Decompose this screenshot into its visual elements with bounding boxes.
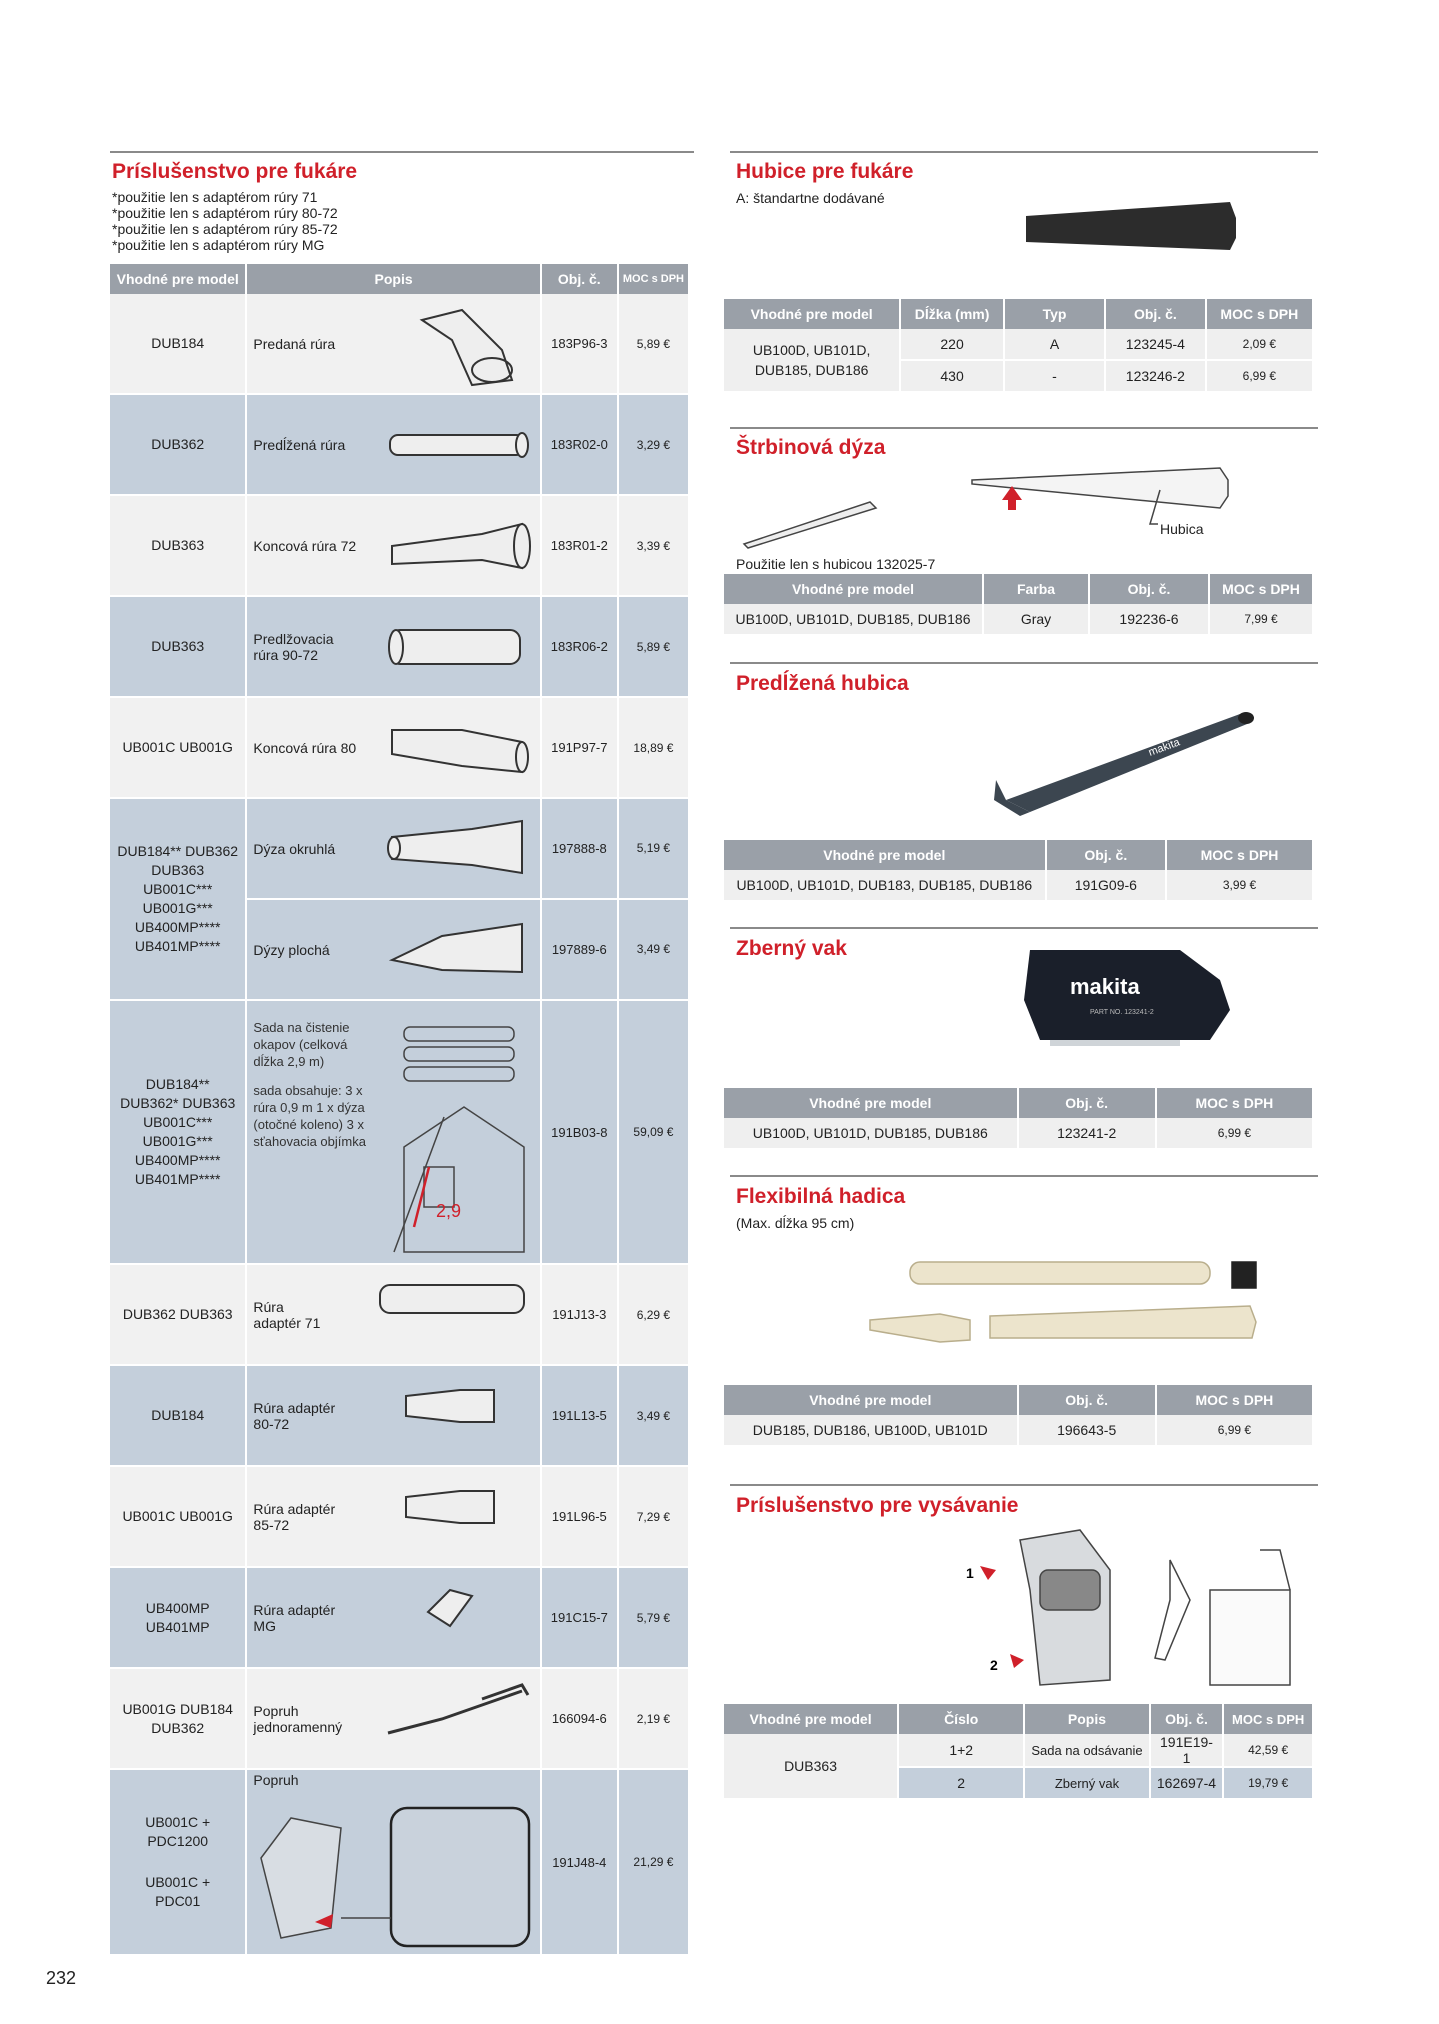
zberny-title: Zberný vak: [736, 937, 847, 960]
pipe-image: [382, 615, 532, 675]
hubice-title: Hubice pre fukáre: [736, 160, 914, 183]
predlzena-title: Predĺžená hubica: [736, 672, 909, 695]
strbinova-top-rule: [730, 427, 1318, 429]
left-top-rule: [110, 151, 694, 153]
table-row: 2 Zberný vak 162697-4 19,79 €: [724, 1767, 1313, 1799]
round-nozzle-image: [382, 815, 532, 879]
table-row: 430 - 123246-2 6,99 €: [724, 360, 1313, 392]
adapter-image: [372, 1279, 532, 1319]
col-header-model: Vhodné pre model: [110, 264, 246, 294]
table-row: UB400MP UB401MP Rúra adaptér MG 191C15-7 5,79 €: [110, 1567, 689, 1668]
table-row: UB001C UB001G Koncová rúra 80 191P97-7 18,89 €: [110, 697, 689, 798]
flexibilna-top-rule: [730, 1175, 1318, 1177]
table-row: DUB184** DUB362* DUB363 UB001C*** UB001G*** UB400MP**** UB401MP**** Sada na čistenie okapov (celková dĺžka 2,9 m) sada obsahuje: 3 x rúra 0,9 m 1 x dýza (otočné koleno) 3 x sťahovacia objímka 2,9 191B03-8 59,09 €: [110, 1000, 689, 1264]
zberny-top-rule: [730, 927, 1318, 929]
nozzle-round: Dýza okruhlá: [247, 799, 539, 900]
strbinova-note: Použitie len s hubicou 132025-7: [736, 556, 936, 572]
hubice-top-rule: [730, 151, 1318, 153]
svg-text:2: 2: [990, 1657, 998, 1673]
table-row: DUB362 Predĺžená rúra 183R02-0 3,29 €: [110, 394, 689, 495]
svg-text:Hubica: Hubica: [1160, 521, 1204, 537]
adapter-image: [400, 1485, 500, 1529]
table-row: DUB185, DUB186, UB100D, UB101D 196643-5 6,99 €: [724, 1415, 1313, 1446]
table-row: DUB362 DUB363 Rúra adaptér 71 191J13-3 6,29 €: [110, 1264, 689, 1365]
svg-text:PART NO. 123241-2: PART NO. 123241-2: [1090, 1009, 1154, 1016]
pipe-image: [382, 425, 532, 465]
vysavanie-table: Vhodné pre model Číslo Popis Obj. č. MOC s DPH DUB363 1+2 Sada na odsávanie 191E19-1 42,59 € 2 Zberný vak 162697-4 19,79 €: [724, 1704, 1314, 1800]
table-row: DUB184** DUB362 DUB363 UB001C*** UB001G*** UB400MP**** UB401MP**** Dýza okruhlá Dýzy plochá 197888-8 197889-6 5,19 € 3,49 €: [110, 798, 689, 1000]
predlzena-top-rule: [730, 662, 1318, 664]
vacuum-kit-image: [960, 1510, 1320, 1695]
svg-text:1: 1: [966, 1565, 974, 1581]
table-row: UB001C + PDC1200 UB001C + PDC01 Popruh 191J48-4 21,29 €: [110, 1769, 689, 1955]
flexible-hose-image: [860, 1250, 1280, 1350]
page-number: 232: [46, 1968, 77, 1988]
table-row: DUB184 Predaná rúra 183P96-3 5,89 €: [110, 294, 689, 394]
adapter-image: [420, 1582, 480, 1632]
predlzena-table: Vhodné pre model Obj. č. MOC s DPH UB100D, UB101D, DUB183, DUB185, DUB186 191G09-6 3,99 €: [724, 840, 1314, 902]
left-notes: *použitie len s adaptérom rúry 71 *použitie len s adaptérom rúry 80-72 *použitie len s adaptérom rúry 85-72 *použitie len s adaptérom rúry MG: [112, 189, 338, 253]
left-section-title: Príslušenstvo pre fukáre: [112, 160, 358, 183]
table-row: UB100D, UB101D, DUB185, DUB186 Gray 192236-6 7,99 €: [724, 604, 1313, 635]
extended-nozzle-image: [990, 700, 1270, 820]
hubice-table: Vhodné pre model Dĺžka (mm) Typ Obj. č. MOC s DPH UB100D, UB101D, DUB185, DUB186 220 A 123245-4 2,09 € 430 - 123246-2 6,99 €: [724, 299, 1314, 393]
slot-nozzle-image: [740, 460, 1240, 550]
pipe-image: [382, 516, 532, 576]
strbinova-title: Štrbinová dýza: [736, 436, 886, 459]
vysavanie-title: Príslušenstvo pre vysávanie: [736, 1494, 1019, 1517]
table-row: DUB184 Rúra adaptér 80-72 191L13-5 3,49 €: [110, 1365, 689, 1466]
backpack-strap-image: [251, 1798, 536, 1950]
pipe-image: [382, 716, 532, 780]
dust-bag-image: [1010, 940, 1240, 1050]
col-header-desc: Popis: [246, 264, 540, 294]
col-header-obj: Obj. č.: [541, 264, 618, 294]
pipe-image: [402, 300, 532, 390]
flexibilna-note: (Max. dĺžka 95 cm): [736, 1215, 855, 1231]
svg-text:makita: makita: [1146, 736, 1182, 759]
table-row: DUB363 1+2 Sada na odsávanie 191E19-1 42,59 €: [724, 1734, 1313, 1767]
blower-nozzle-image: [1020, 198, 1240, 254]
col-header-price: MOC s DPH: [618, 264, 689, 294]
hubice-note: A: štandartne dodávané: [736, 190, 885, 206]
table-row: UB001C UB001G Rúra adaptér 85-72 191L96-5 7,29 €: [110, 1466, 689, 1567]
table-row: DUB363 Koncová rúra 72 183R01-2 3,39 €: [110, 495, 689, 596]
flexibilna-title: Flexibilná hadica: [736, 1185, 906, 1208]
flexibilna-table: Vhodné pre model Obj. č. MOC s DPH DUB185, DUB186, UB100D, UB101D 196643-5 6,99 €: [724, 1385, 1314, 1447]
table-row: UB100D, UB101D, DUB185, DUB186 220 A 123245-4 2,09 €: [724, 329, 1313, 360]
zberny-table: Vhodné pre model Obj. č. MOC s DPH UB100D, UB101D, DUB185, DUB186 123241-2 6,99 €: [724, 1088, 1314, 1150]
table-row: UB100D, UB101D, DUB185, DUB186 123241-2 6,99 €: [724, 1118, 1313, 1149]
strbinova-table: Vhodné pre model Farba Obj. č. MOC s DPH UB100D, UB101D, DUB185, DUB186 Gray 192236-6 7,99 €: [724, 574, 1314, 636]
left-accessory-table: [110, 264, 690, 1956]
table-row: UB001G DUB184 DUB362 Popruh jednoramenný 166094-6 2,19 €: [110, 1668, 689, 1769]
shoulder-strap-image: [382, 1679, 532, 1739]
flat-nozzle-image: [382, 916, 532, 980]
gutter-cleaning-image: [384, 1007, 534, 1257]
vysavanie-top-rule: [730, 1484, 1318, 1486]
svg-text:2,9: 2,9: [435, 1201, 461, 1221]
svg-text:makita: makita: [1070, 974, 1140, 999]
adapter-image: [400, 1384, 500, 1428]
table-row: UB100D, UB101D, DUB183, DUB185, DUB186 191G09-6 3,99 €: [724, 870, 1313, 901]
table-row: DUB363 Predlžovacia rúra 90-72 183R06-2 5,89 €: [110, 596, 689, 697]
nozzle-flat: Dýzy plochá: [247, 900, 539, 999]
